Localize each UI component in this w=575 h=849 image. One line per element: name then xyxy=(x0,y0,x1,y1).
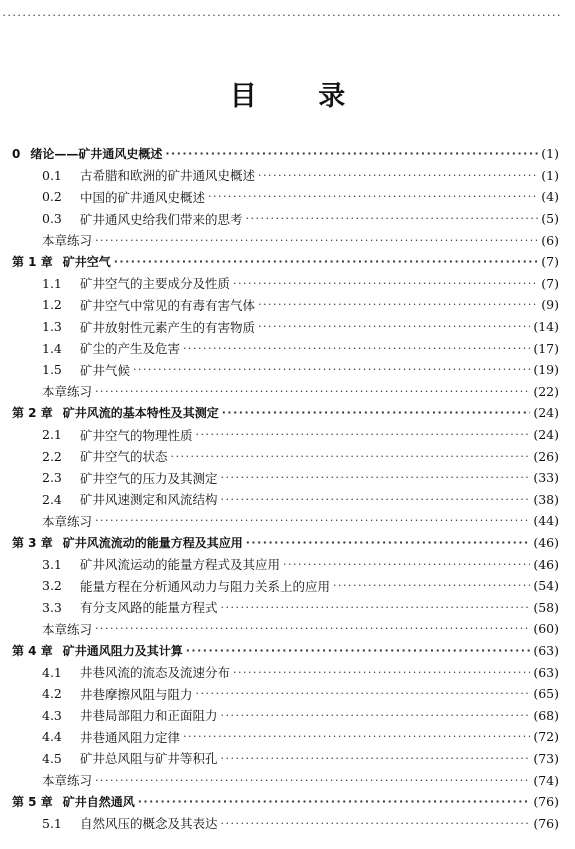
toc-page-number: (19) xyxy=(533,362,559,378)
toc-chapter-row[interactable] xyxy=(0,402,575,424)
dot-leader xyxy=(221,752,531,765)
toc-page-number: (44) xyxy=(533,513,559,529)
toc-page-number: (60) xyxy=(533,621,559,637)
toc-exercise-row[interactable] xyxy=(0,618,575,640)
toc-entry-number: 3.3 xyxy=(42,599,62,615)
dot-leader xyxy=(95,774,530,787)
toc-page-number: (22) xyxy=(533,383,559,399)
toc-page-number: (76) xyxy=(533,794,559,810)
dot-leader xyxy=(95,622,530,635)
dot-leader xyxy=(222,406,531,419)
toc-entry-number: 3.2 xyxy=(42,578,62,594)
toc-entry-title: 矿尘的产生及危害 xyxy=(80,341,181,357)
toc-exercise-row[interactable] xyxy=(0,510,575,532)
toc-entry-title: 矿井总风阻与矿井等积孔 xyxy=(80,751,218,767)
dot-leader xyxy=(138,795,531,808)
toc-section-row[interactable] xyxy=(0,359,575,381)
toc-entry-title: 矿井空气的状态 xyxy=(80,449,168,465)
toc-entry-title: 井巷风流的流态及流速分布 xyxy=(80,665,231,681)
dot-leader xyxy=(233,277,538,290)
toc-page-number: (63) xyxy=(533,642,559,658)
toc-page-number: (54) xyxy=(533,578,559,594)
toc-exercise-row[interactable] xyxy=(0,381,575,403)
toc-entry-title: 本章练习 xyxy=(42,384,93,400)
toc-chapter-row[interactable] xyxy=(0,143,575,165)
dot-leader xyxy=(114,255,539,268)
toc-page-number: (1) xyxy=(541,146,559,162)
toc-entry-number: 2.2 xyxy=(42,448,62,464)
toc-page-number: (24) xyxy=(533,427,559,443)
toc-entry-number: 0.2 xyxy=(42,189,62,205)
dot-leader xyxy=(283,558,530,571)
toc-section-row[interactable] xyxy=(0,467,575,489)
dot-leader xyxy=(258,320,530,333)
toc-entry-title: 本章练习 xyxy=(42,233,93,249)
dot-leader xyxy=(221,493,531,506)
toc-entry-number: 第 2 章 xyxy=(12,406,53,421)
dot-leader xyxy=(233,666,530,679)
toc-entry-title: 矿井风流流动的能量方程及其应用 xyxy=(62,535,243,550)
dot-leader xyxy=(186,644,531,657)
dot-leader xyxy=(95,514,530,527)
toc-entry-title: 矿井空气的压力及其测定 xyxy=(80,470,218,486)
toc-entry-title: 有分支风路的能量方程式 xyxy=(80,600,218,616)
toc-page-number: (1) xyxy=(541,167,559,183)
toc-entry-number: 0 xyxy=(12,146,21,161)
toc-section-row[interactable] xyxy=(0,812,575,834)
toc-section-row[interactable] xyxy=(0,489,575,511)
toc-entry-number: 1.2 xyxy=(42,297,62,313)
toc-page-number: (72) xyxy=(533,729,559,745)
toc-entry-title: 矿井气候 xyxy=(80,362,131,378)
toc-page-number: (46) xyxy=(533,534,559,550)
toc-section-row[interactable] xyxy=(0,553,575,575)
toc-chapter-row[interactable] xyxy=(0,640,575,662)
dot-leader xyxy=(165,147,538,160)
toc-page-number: (74) xyxy=(533,772,559,788)
toc-entry-title: 能量方程在分析通风动力与阻力关系上的应用 xyxy=(80,578,331,594)
dot-leader xyxy=(221,471,531,484)
table-of-contents xyxy=(0,143,575,834)
dot-leader xyxy=(208,190,538,203)
toc-exercise-row[interactable] xyxy=(0,769,575,791)
toc-entry-title: 井巷通风阻力定律 xyxy=(80,729,181,745)
toc-section-row[interactable] xyxy=(0,165,575,187)
toc-entry-title: 矿井自然通风 xyxy=(62,795,135,810)
toc-entry-number: 4.3 xyxy=(42,707,62,723)
toc-page-number: (58) xyxy=(533,599,559,615)
toc-page-number: (46) xyxy=(533,556,559,572)
toc-page-number: (68) xyxy=(533,707,559,723)
header-dots xyxy=(0,9,562,22)
toc-section-row[interactable] xyxy=(0,424,575,446)
dot-leader xyxy=(246,212,539,225)
toc-entry-title: 古希腊和欧洲的矿井通风史概述 xyxy=(80,168,256,184)
toc-entry-title: 矿井通风阻力及其计算 xyxy=(62,643,183,658)
toc-entry-title: 绪论——矿井通风史概述 xyxy=(30,147,163,162)
toc-entry-number: 2.3 xyxy=(42,470,62,486)
toc-section-row[interactable] xyxy=(0,273,575,295)
dot-leader xyxy=(221,601,531,614)
toc-chapter-row[interactable] xyxy=(0,791,575,813)
toc-entry-title: 矿井空气的主要成分及性质 xyxy=(80,276,231,292)
toc-page-number: (38) xyxy=(533,491,559,507)
toc-page-number: (4) xyxy=(541,189,559,205)
dot-leader xyxy=(333,579,530,592)
running-header xyxy=(0,4,575,24)
toc-page-number: (76) xyxy=(533,815,559,831)
toc-section-row[interactable] xyxy=(0,726,575,748)
toc-entry-number: 第 3 章 xyxy=(12,535,53,550)
toc-entry-number: 2.4 xyxy=(42,491,62,507)
toc-entry-number: 3.1 xyxy=(42,556,62,572)
toc-page-number: (7) xyxy=(541,275,559,291)
toc-entry-number: 0.3 xyxy=(42,211,62,227)
dot-leader xyxy=(258,169,538,182)
dot-leader xyxy=(183,730,530,743)
toc-page-number: (5) xyxy=(541,211,559,227)
toc-entry-title: 井巷摩擦风阻与阻力 xyxy=(80,686,193,702)
dot-leader xyxy=(95,234,538,247)
toc-section-row[interactable] xyxy=(0,748,575,770)
toc-entry-number: 0.1 xyxy=(42,167,62,183)
toc-exercise-row[interactable] xyxy=(0,229,575,251)
toc-page-number: (73) xyxy=(533,750,559,766)
toc-entry-title: 中国的矿井通风史概述 xyxy=(80,189,206,205)
toc-entry-title: 井巷局部阻力和正面阻力 xyxy=(80,708,218,724)
dot-leader xyxy=(196,428,531,441)
dot-leader xyxy=(221,709,531,722)
toc-page-number: (63) xyxy=(533,664,559,680)
toc-page-number: (14) xyxy=(533,319,559,335)
toc-entry-number: 1.4 xyxy=(42,340,62,356)
toc-section-row[interactable] xyxy=(0,661,575,683)
toc-entry-title: 矿井风流的基本特性及其测定 xyxy=(62,406,219,421)
toc-section-row[interactable] xyxy=(0,683,575,705)
page-title: 目 录 xyxy=(229,81,372,112)
toc-entry-number: 第 1 章 xyxy=(12,255,53,270)
toc-entry-title: 矿井空气的物理性质 xyxy=(80,427,193,443)
toc-entry-number: 第 5 章 xyxy=(12,795,53,810)
toc-entry-number: 4.1 xyxy=(42,664,62,680)
dot-leader xyxy=(246,536,531,549)
toc-page-number: (26) xyxy=(533,448,559,464)
toc-chapter-row[interactable] xyxy=(0,251,575,273)
dot-leader xyxy=(258,298,538,311)
toc-entry-title: 本章练习 xyxy=(42,773,93,789)
toc-section-row[interactable] xyxy=(0,337,575,359)
toc-entry-title: 自然风压的概念及其表达 xyxy=(80,816,218,832)
dot-leader xyxy=(221,817,531,830)
toc-section-row[interactable] xyxy=(0,704,575,726)
header-label xyxy=(0,4,565,23)
toc-entry-title: 矿井空气中常见的有毒有害气体 xyxy=(80,297,256,313)
toc-section-row[interactable] xyxy=(0,316,575,338)
toc-entry-title: 矿井通风史给我们带来的思考 xyxy=(80,211,243,227)
toc-entry-number: 1.3 xyxy=(42,319,62,335)
toc-page-number: (17) xyxy=(533,340,559,356)
toc-entry-number: 第 4 章 xyxy=(12,643,53,658)
toc-entry-number: 1.1 xyxy=(42,275,62,291)
toc-entry-number: 4.2 xyxy=(42,686,62,702)
toc-page-number: (33) xyxy=(533,470,559,486)
toc-entry-title: 矿井空气 xyxy=(62,255,111,270)
toc-entry-title: 本章练习 xyxy=(42,513,93,529)
dot-leader xyxy=(183,342,530,355)
toc-entry-title: 矿井放射性元素产生的有害物质 xyxy=(80,319,256,335)
toc-page-number: (65) xyxy=(533,686,559,702)
toc-section-row[interactable] xyxy=(0,575,575,597)
toc-entry-title: 本章练习 xyxy=(42,621,93,637)
toc-entry-number: 4.5 xyxy=(42,750,62,766)
toc-page-number: (7) xyxy=(541,254,559,270)
dot-leader xyxy=(171,450,531,463)
toc-entry-number: 4.4 xyxy=(42,729,62,745)
toc-section-row[interactable] xyxy=(0,208,575,230)
toc-entry-number: 2.1 xyxy=(42,427,62,443)
toc-entry-number: 5.1 xyxy=(42,815,62,831)
toc-section-row[interactable] xyxy=(0,445,575,467)
dot-leader xyxy=(196,687,531,700)
toc-section-row[interactable] xyxy=(0,294,575,316)
toc-entry-title: 矿井风速测定和风流结构 xyxy=(80,492,218,508)
toc-entry-number: 1.5 xyxy=(42,362,62,378)
toc-page-number: (6) xyxy=(541,232,559,248)
toc-page-number: (9) xyxy=(541,297,559,313)
dot-leader xyxy=(133,363,530,376)
toc-page-number: (24) xyxy=(533,405,559,421)
dot-leader xyxy=(95,385,530,398)
toc-chapter-row[interactable] xyxy=(0,532,575,554)
toc-entry-title: 矿井风流运动的能量方程式及其应用 xyxy=(80,557,281,573)
toc-section-row[interactable] xyxy=(0,596,575,618)
toc-section-row[interactable] xyxy=(0,186,575,208)
